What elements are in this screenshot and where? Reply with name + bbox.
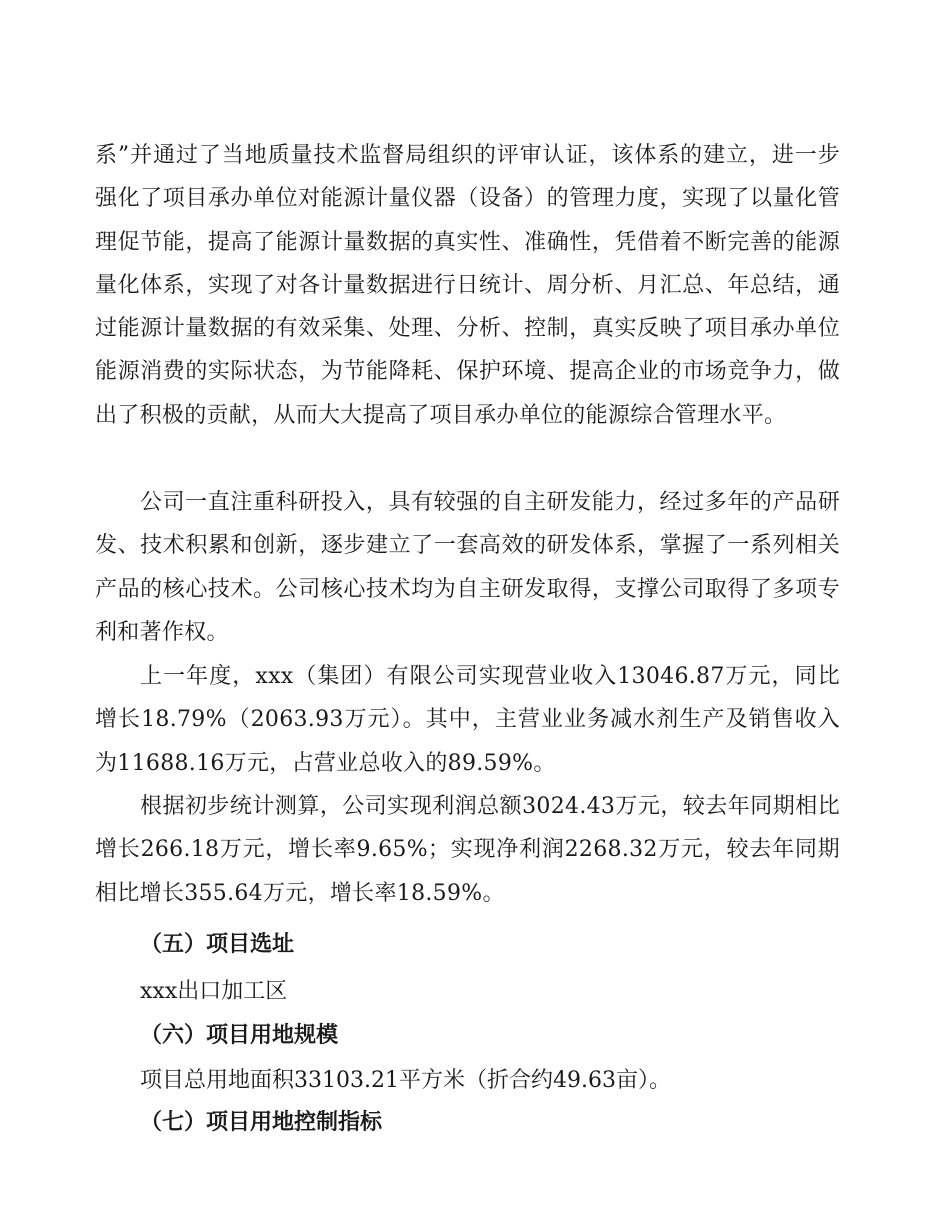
paragraph-revenue: 上一年度，xxx（集团）有限公司实现营业收入13046.87万元，同比增长18.79%（2063.93万元）。其中，主营业业务减水剂生产及销售收入为11688.16万元，占营业总收入的89.59%。 — [95, 664, 840, 776]
paragraph-rnd: 公司一直注重科研投入，具有较强的自主研发能力，经过多年的产品研发、技术积累和创新，逐步建立了一套高效的研发体系，掌握了一系列相关产品的核心技术。公司核心技术均为自主研发取得，支撑公司取得了多项专利和著作权。 — [95, 490, 840, 645]
section-heading-land-scale: （六）项目用地规模 — [140, 1023, 339, 1048]
site-location-text: xxx出口加工区 — [140, 979, 288, 1004]
land-area-text: 项目总用地面积33103.21平方米（折合约49.63亩）。 — [140, 1068, 671, 1093]
paragraph-profit: 根据初步统计测算，公司实现利润总额3024.43万元，较去年同期相比增长266.18万元，增长率9.65%；实现净利润2268.32万元，较去年同期相比增长355.64万元，增长率18.59%。 — [95, 794, 840, 906]
section-heading-land-control: （七）项目用地控制指标 — [140, 1110, 383, 1135]
paragraph-energy-system: 系”并通过了当地质量技术监督局组织的评审认证，该体系的建立，进一步强化了项目承办单位对能源计量仪器（设备）的管理力度，实现了以量化管理促节能，提高了能源计量数据的真实性、准确性，凭借着不断完善的能源量化体系，实现了对各计量数据进行日统计、周分析、月汇总、年总结，通过能源计量数据的有效采集、处理、分析、控制，真实反映了项目承办单位能源消费的实际状态，为节能降耗、保护环境、提高企业的市场竞争力，做出了积极的贡献，从而大大提高了项目承办单位的能源综合管理水平。 — [95, 143, 840, 428]
section-heading-site: （五）项目选址 — [140, 932, 295, 957]
